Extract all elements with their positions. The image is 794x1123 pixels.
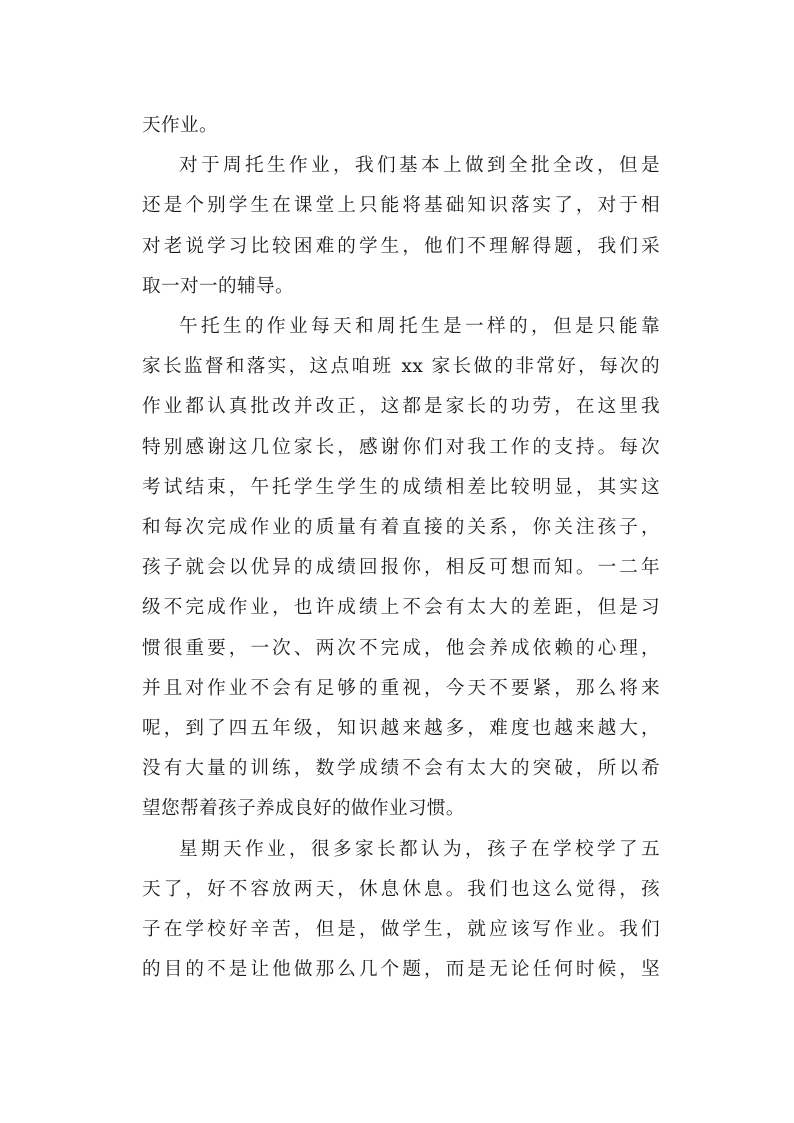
text-line: 还是个别学生在课堂上只能将基础知识落实了，对于相 <box>142 195 660 217</box>
text-line: 家长监督和落实，这点咱班 xx 家长做的非常好，每次的 <box>142 356 660 378</box>
text-line: 特别感谢这几位家长，感谢你们对我工作的支持。每次 <box>142 436 660 458</box>
text-line: 和每次完成作业的质量有着直接的关系，你关注孩子， <box>142 517 660 539</box>
text-line: 天了，好不容放两天，休息休息。我们也这么觉得，孩 <box>142 878 660 900</box>
text-line: 对老说学习比较困难的学生，他们不理解得题，我们采 <box>142 235 660 257</box>
text-line: 级不完成作业，也许成绩上不会有太大的差距，但是习 <box>142 597 660 619</box>
paragraph <box>142 106 660 146</box>
text-line: 望您帮着孩子养成良好的做作业习惯。 <box>142 798 465 820</box>
paragraph <box>142 146 660 307</box>
text-line: 没有大量的训练，数学成绩不会有太大的突破，所以希 <box>142 758 660 780</box>
text-line: 午托生的作业每天和周托生是一样的，但是只能靠 <box>179 316 660 338</box>
text-line: 取一对一的辅导。 <box>142 275 294 297</box>
document-body <box>142 106 660 990</box>
text-line: 对于周托生作业，我们基本上做到全批全改，但是 <box>179 155 660 177</box>
text-line: 呢，到了四五年级，知识越来越多，难度也越来越大， <box>142 718 660 740</box>
text-line: 并且对作业不会有足够的重视，今天不要紧，那么将来 <box>142 677 660 699</box>
text-line: 的目的不是让他做那么几个题，而是无论任何时候，坚 <box>142 959 660 981</box>
text-line: 子在学校好辛苦，但是，做学生，就应该写作业。我们 <box>142 919 660 941</box>
text-line: 作业都认真批改并改正，这都是家长的功劳，在这里我 <box>142 396 660 418</box>
text-line: 天作业。 <box>142 115 218 136</box>
paragraph <box>142 830 660 991</box>
text-line: 考试结束，午托学生学生的成绩相差比较明显，其实这 <box>142 476 660 498</box>
text-line: 星期天作业，很多家长都认为，孩子在学校学了五 <box>179 838 660 860</box>
text-line: 惯很重要，一次、两次不完成，他会养成依赖的心理， <box>142 637 660 659</box>
paragraph <box>142 307 660 830</box>
text-line: 孩子就会以优异的成绩回报你，相反可想而知。一二年 <box>142 557 660 579</box>
